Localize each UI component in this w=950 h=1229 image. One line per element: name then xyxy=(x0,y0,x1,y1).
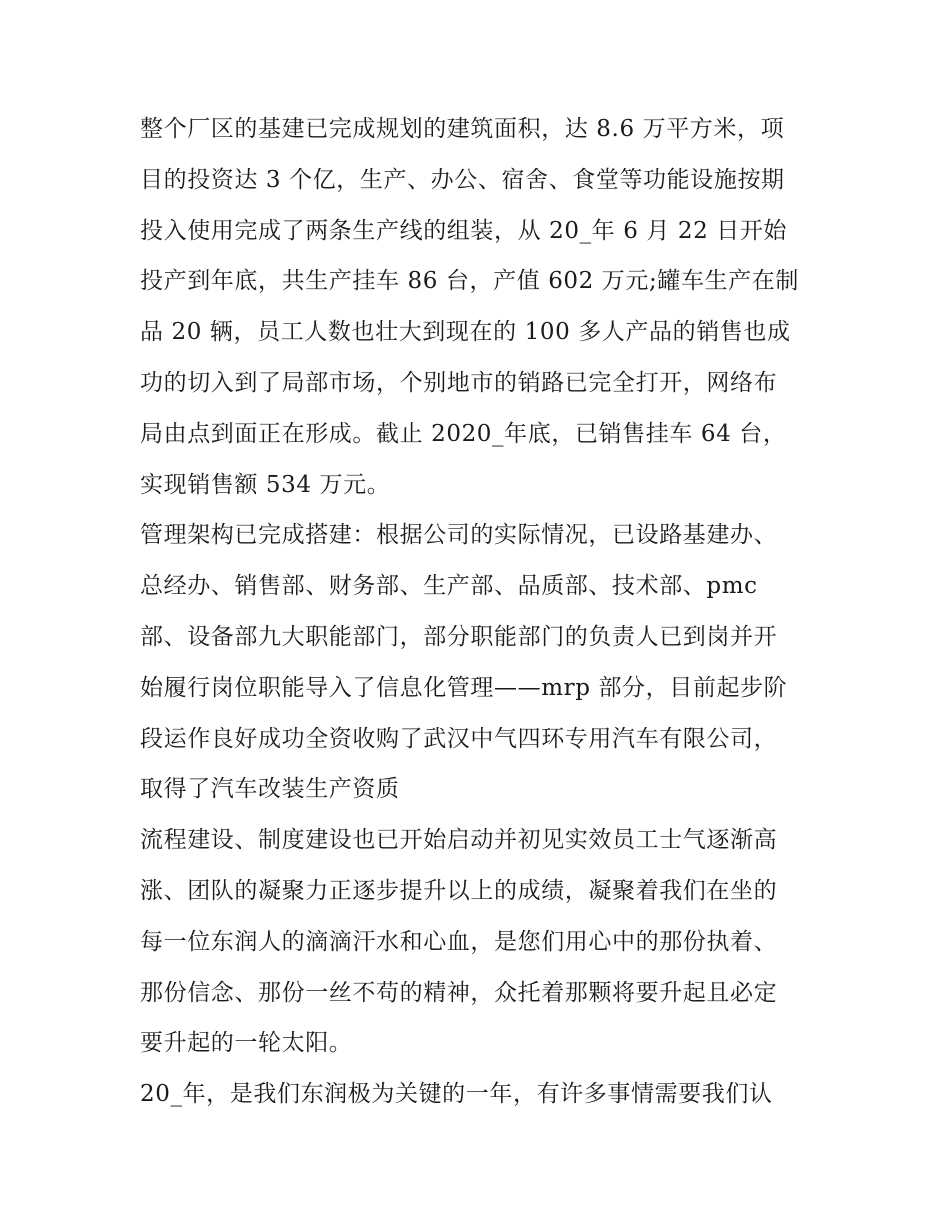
text-line: 实现销售额 534 万元。 xyxy=(140,471,391,498)
text-line: 那份信念、那份一丝不苟的精神，众托着那颗将要升起且必定 xyxy=(140,979,778,1006)
text-line: 总经办、销售部、财务部、生产部、品质部、技术部、pmc xyxy=(140,573,758,600)
text-line: 每一位东润人的滴滴汗水和心血，是您们用心中的那份执着、 xyxy=(140,928,778,955)
text-line: 投产到年底，共生产挂车 86 台，产值 602 万元;罐车生产在制 xyxy=(140,268,799,295)
body-text xyxy=(140,104,820,1120)
text-line: 局由点到面正在形成。截止 2020_年底，已销售挂车 64 台， xyxy=(140,420,787,447)
text-line: 流程建设、制度建设也已开始启动并初见实效员工士气逐渐高 xyxy=(140,827,778,854)
text-line: 整个厂区的基建已完成规划的建筑面积，达 8.6 万平方米，项 xyxy=(140,116,785,142)
text-line: 始履行岗位职能导入了信息化管理——mrp 部分，目前起步阶 xyxy=(140,674,788,701)
text-line: 要升起的一轮太阳。 xyxy=(140,1030,353,1057)
text-line: 目的投资达 3 个亿，生产、办公、宿舍、食堂等功能设施按期 xyxy=(140,166,785,193)
text-line: 20_年，是我们东润极为关键的一年，有许多事情需要我们认 xyxy=(140,1081,773,1108)
text-line: 品 20 辆，员工人数也壮大到现在的 100 多人产品的销售也成 xyxy=(140,319,791,346)
text-line: 功的切入到了局部市场，个别地市的销路已完全打开，网络布 xyxy=(140,369,778,396)
text-line: 投入使用完成了两条生产线的组装，从 20_年 6 月 22 日开始 xyxy=(140,217,788,244)
text-line: 管理架构已完成搭建：根据公司的实际情况，已设路基建办、 xyxy=(140,522,778,549)
text-line: 取得了汽车改装生产资质 xyxy=(140,776,400,803)
text-line: 涨、团队的凝聚力正逐步提升以上的成绩，凝聚着我们在坐的 xyxy=(140,877,778,904)
text-line: 部、设备部九大职能部门，部分职能部门的负责人已到岗并开 xyxy=(140,623,778,650)
text-line: 段运作良好成功全资收购了武汉中气四环专用汽车有限公司， xyxy=(140,725,778,752)
